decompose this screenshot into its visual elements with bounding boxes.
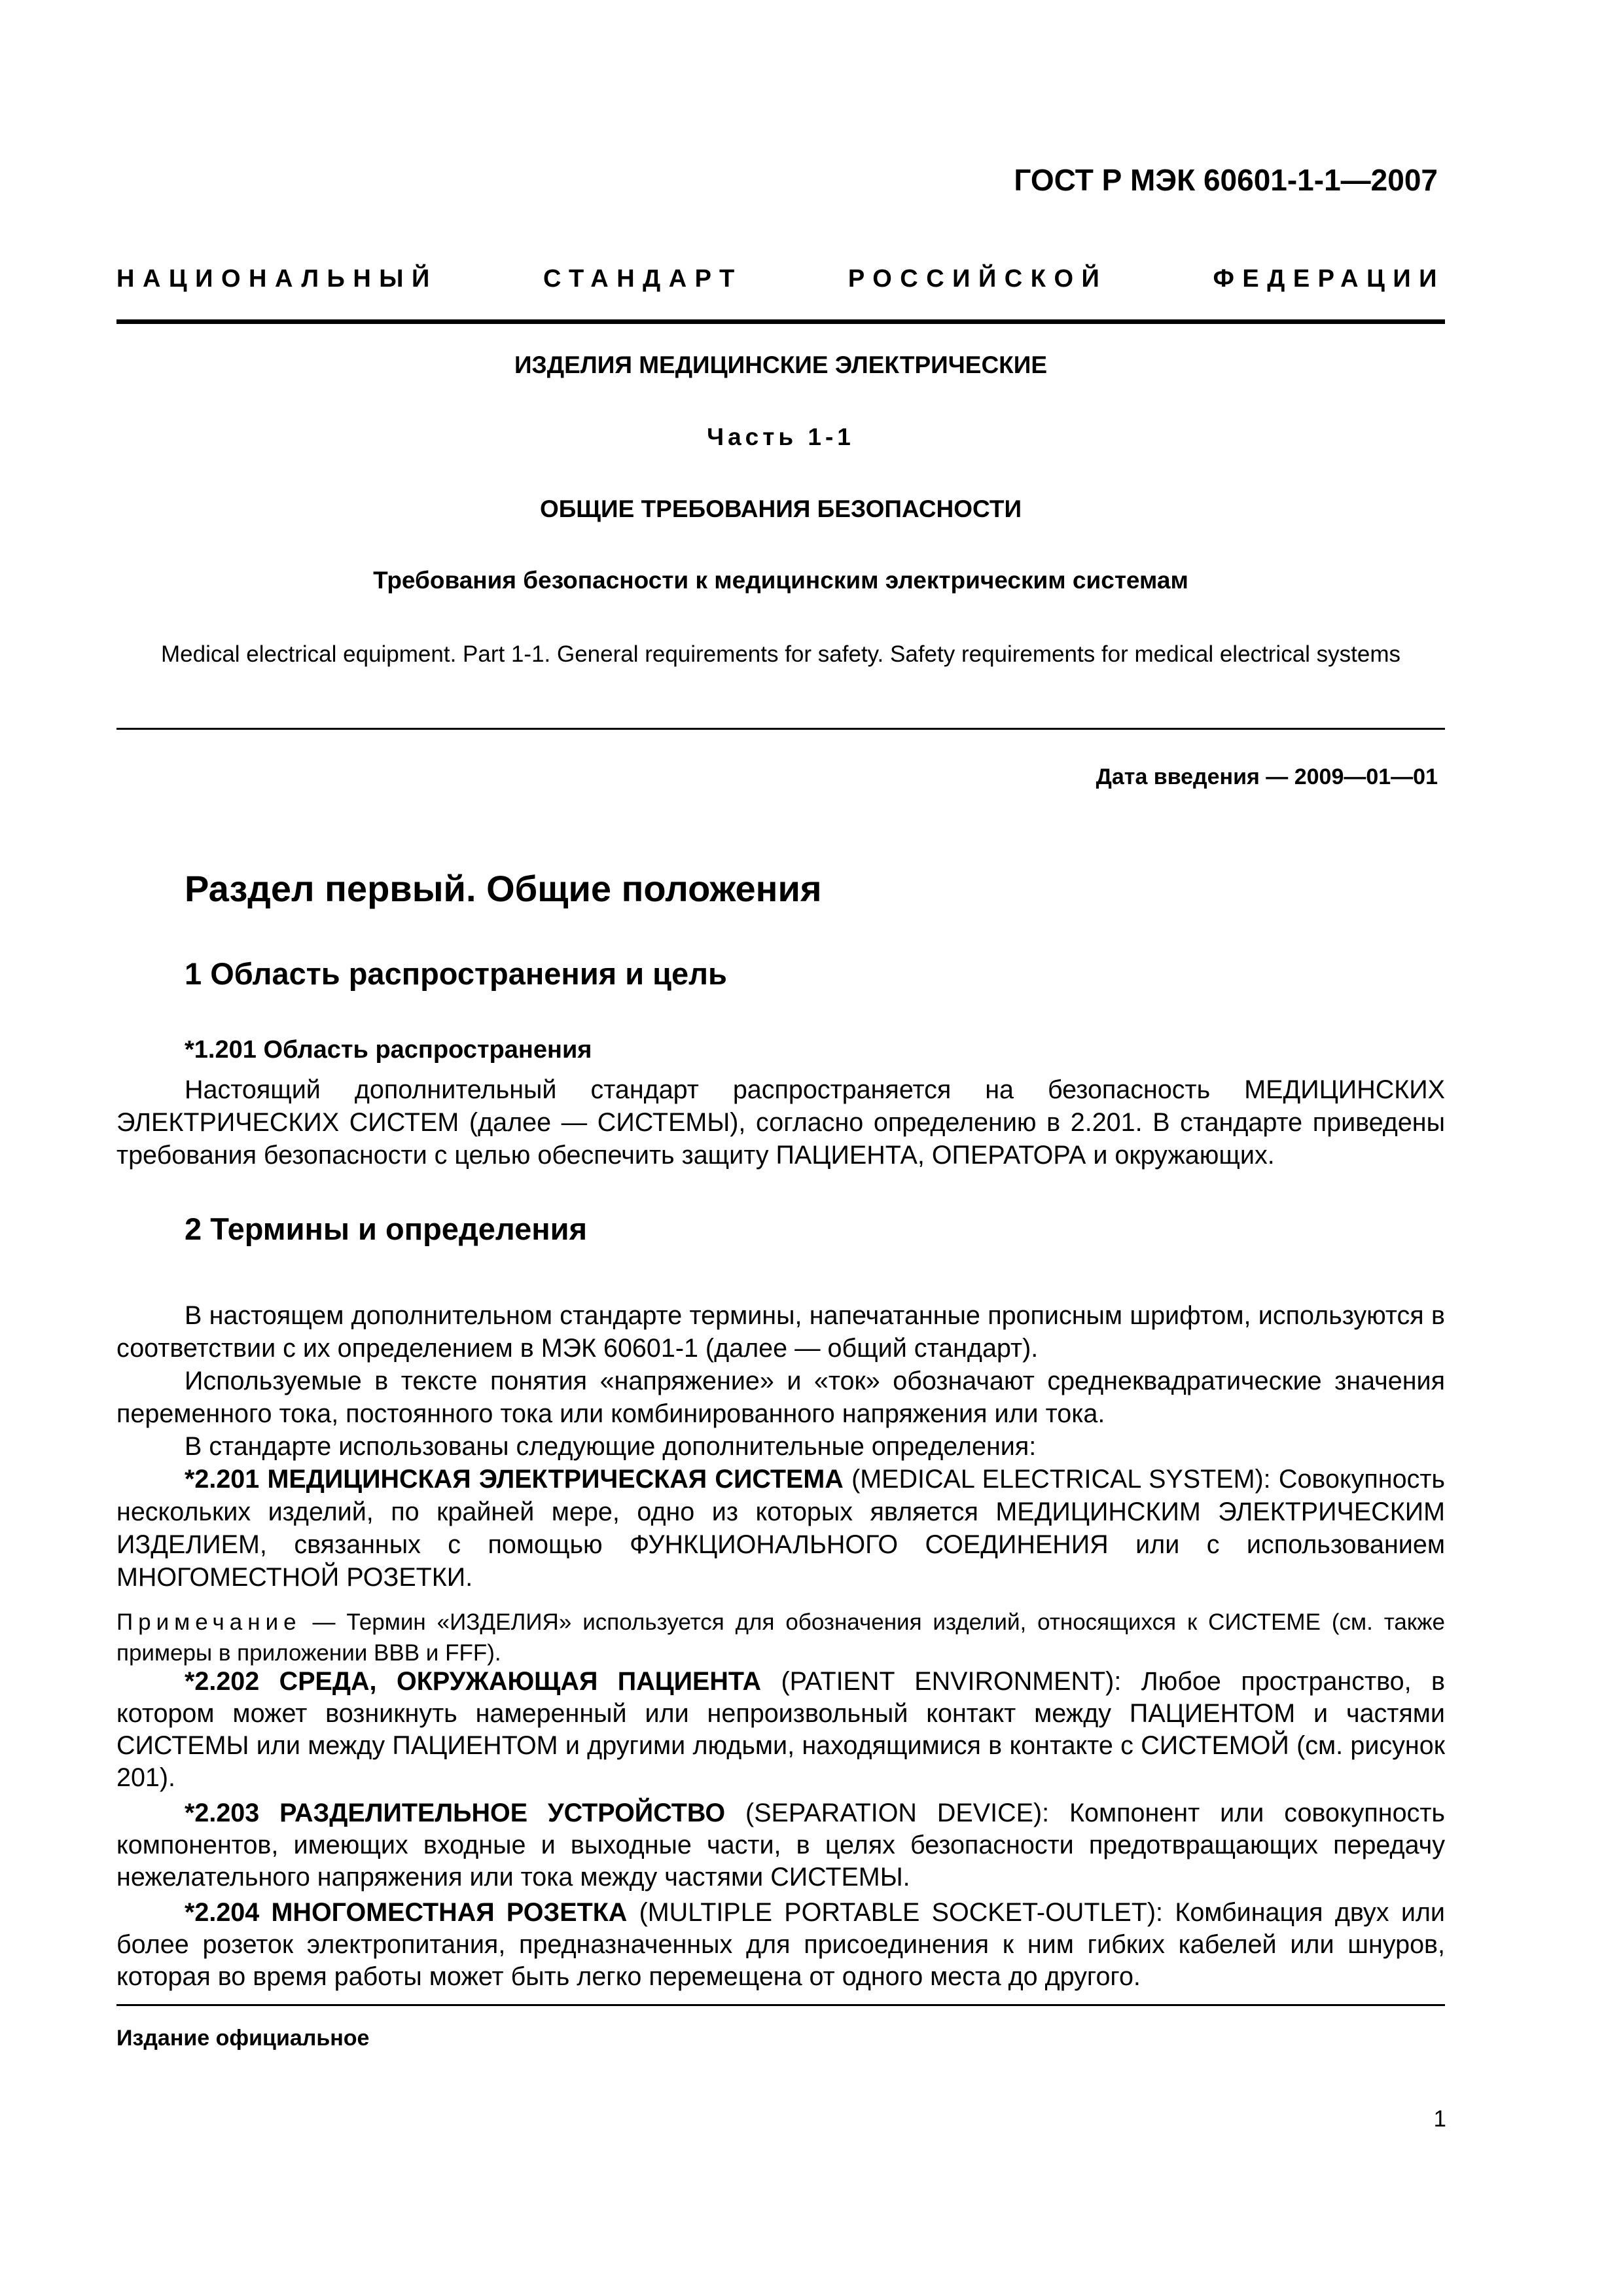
english-title: Medical electrical equipment. Part 1-1. General requirements for safety. Safety requirements for medical electrical systems: [160, 641, 1401, 667]
title-rule: [116, 728, 1445, 730]
definition-2-204: [116, 1897, 1445, 1993]
clause-2-heading: 2 Термины и определения: [185, 1211, 587, 1246]
definition-2-201: [116, 1463, 1445, 1594]
official-edition-label: Издание официальное: [116, 2026, 370, 2051]
clause-1-201-heading: *1.201 Область распространения: [185, 1036, 592, 1064]
document-number: ГОСТ Р МЭК 60601-1-1—2007: [1014, 163, 1438, 197]
definition-term: *2.203 РАЗДЕЛИТЕЛЬНОЕ УСТРОЙСТВО: [185, 1799, 726, 1827]
definition-2-202: [116, 1666, 1445, 1794]
footer-rule: [116, 2004, 1445, 2006]
document-subtitle-2: Требования безопасности к медицинским электрическим системам: [373, 567, 1188, 594]
note: [116, 1607, 1445, 1668]
paragraph: Используемые в тексте понятия «напряжение» и «ток» обозначают среднеквадратические значения переменного тока, постоянного тока или комбинированного напряжения или тока.: [116, 1367, 1445, 1428]
definition-text: (PATIENT ENVIRONMENT): Любое пространство, в котором может возникнуть намеренный или непроизвольный контакт между ПАЦИЕНТОМ и частями СИСТЕМЫ или между ПАЦИЕНТОМ и другими людьми, находящимися в контакте с СИСТЕМОЙ (см. рисунок 201).: [116, 1667, 1446, 1792]
definition-term: *2.204 МНОГОМЕСТНАЯ РОЗЕТКА: [185, 1898, 628, 1927]
banner-word: ФЕДЕРАЦИИ: [1213, 265, 1445, 293]
document-title: ИЗДЕЛИЯ МЕДИЦИНСКИЕ ЭЛЕКТРИЧЕСКИЕ: [514, 351, 1048, 378]
note-label: Примечание: [116, 1609, 302, 1635]
definition-term: *2.201 МЕДИЦИНСКАЯ ЭЛЕКТРИЧЕСКАЯ СИСТЕМА: [185, 1465, 844, 1494]
banner-word: НАЦИОНАЛЬНЫЙ: [116, 265, 438, 293]
section-heading: Раздел первый. Общие положения: [185, 868, 822, 909]
clause-2-text: [116, 1299, 1445, 1594]
definitions-list: [116, 1666, 1445, 1996]
paragraph: В стандарте использованы следующие дополнительные определения:: [185, 1432, 1037, 1461]
clause-1-heading: 1 Область распространения и цель: [185, 956, 727, 991]
introduction-date: Дата введения — 2009—01—01: [1096, 764, 1438, 789]
banner-word: РОССИЙСКОЙ: [847, 265, 1108, 293]
page-number: 1: [1433, 2106, 1446, 2132]
definition-text: (MULTIPLE PORTABLE SOCKET-OUTLET): Комбинация двух или более розеток электропитания, предназначенных для присоединения к ним гибких кабелей или шнуров, которая во время работы может быть легко перемещена от одного места до другого.: [116, 1898, 1445, 1991]
definition-text: (SEPARATION DEVICE): Компонент или совокупность компонентов, имеющих входные и выходные части, в целях безопасности предотвращающих передачу нежелательного напряжения или тока между частями СИСТЕМЫ.: [116, 1799, 1445, 1892]
paragraph: Настоящий дополнительный стандарт распространяется на безопасность МЕДИЦИНСКИХ ЭЛЕКТРИЧЕСКИХ СИСТЕМ (далее — СИСТЕМЫ), согласно определению в 2.201. В стандарте приведены требования безопасности с целью обеспечить защиту ПАЦИЕНТА, ОПЕРАТОРА и окружающих.: [116, 1075, 1445, 1170]
definition-2-203: [116, 1797, 1445, 1893]
definition-term: *2.202 СРЕДА, ОКРУЖАЮЩАЯ ПАЦИЕНТА: [185, 1667, 762, 1696]
header-rule: [116, 319, 1445, 324]
clause-1-201-text: [116, 1073, 1445, 1172]
definition-text: (MEDICAL ELECTRICAL SYSTEM): Совокупность нескольких изделий, по крайней мере, одно из которых является МЕДИЦИНСКИМ ЭЛЕКТРИЧЕСКИМ ИЗДЕЛИЕМ, связанных с помощью ФУНКЦИОНАЛЬНОГО СОЕДИНЕНИЯ или с использованием МНОГОМЕСТНОЙ РОЗЕТКИ.: [116, 1465, 1445, 1592]
document-subtitle: ОБЩИЕ ТРЕБОВАНИЯ БЕЗОПАСНОСТИ: [539, 495, 1022, 522]
national-standard-banner: [116, 265, 1445, 293]
note-text: — Термин «ИЗДЕЛИЯ» используется для обозначения изделий, относящихся к СИСТЕМЕ (см. также примеры в приложении ВВВ и FFF).: [116, 1609, 1445, 1666]
paragraph: В настоящем дополнительном стандарте термины, напечатанные прописным шрифтом, используются в соответствии с их определением в МЭК 60601-1 (далее — общий стандарт).: [116, 1301, 1445, 1363]
document-part: Часть 1-1: [707, 423, 855, 450]
banner-word: СТАНДАРТ: [543, 265, 743, 293]
